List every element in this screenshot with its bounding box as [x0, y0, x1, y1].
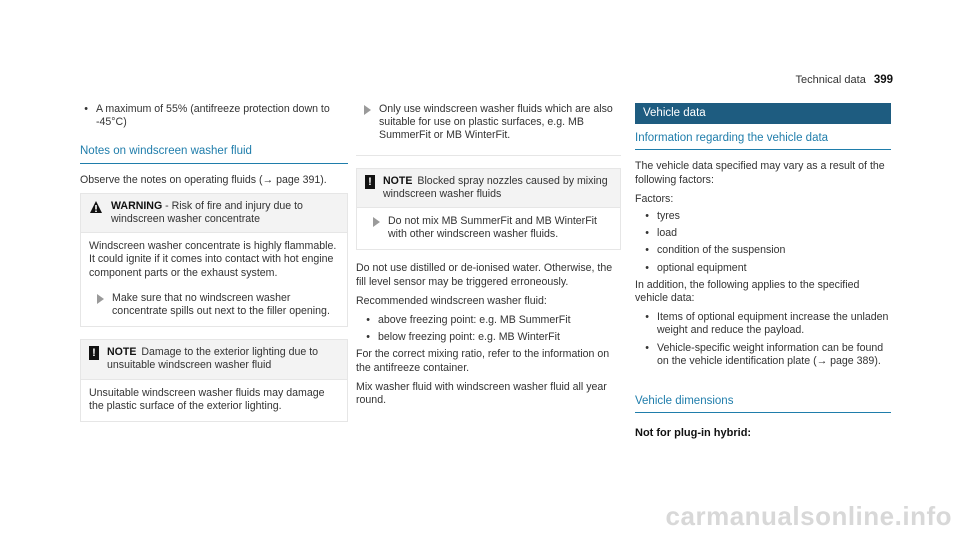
notice-icon: ! — [365, 175, 375, 189]
intro-paragraph: The vehicle data specified may vary as a result of the following factors: — [635, 160, 885, 186]
notice-block — [356, 168, 621, 251]
list-item-text: tyres — [657, 210, 680, 223]
warning-header — [81, 194, 347, 233]
action-text: Make sure that no windscreen washer concentrate spills out next to the filler opening. — [112, 291, 330, 318]
column-2 — [356, 103, 621, 413]
list-item-text: A maximum of 55% (antifreeze protection down to -45°C) — [96, 103, 330, 129]
warning-block — [80, 193, 348, 327]
notice-label: NOTE — [107, 346, 137, 359]
paragraph: For the correct mixing ratio, refer to the information on the antifreeze container. — [356, 348, 610, 374]
factors-label: Factors: — [635, 192, 674, 205]
warning-body — [81, 233, 347, 326]
list-item-text: load — [657, 227, 678, 240]
warning-triangle-icon — [89, 200, 103, 214]
list-item — [641, 210, 891, 223]
arrow-right-icon — [364, 105, 371, 115]
notice-body — [81, 380, 347, 421]
subtitle: Not for plug-in hybrid: — [635, 427, 752, 440]
page-number: 399 — [873, 74, 893, 86]
notice-header — [357, 169, 620, 208]
list-item — [362, 331, 621, 344]
list-item — [641, 227, 891, 240]
column-1 — [80, 103, 348, 434]
list-item-text: above freezing point: e.g. MB SummerFit — [378, 314, 571, 327]
paragraph: Do not use distilled or de-ionised water. Otherwise, the fill level sensor may be triggered erroneously. — [356, 262, 613, 288]
bullet-dot: • — [645, 311, 649, 324]
action-item — [89, 286, 339, 318]
bullet-dot: • — [84, 103, 88, 115]
watermark: carmanualsonline.info — [665, 500, 952, 531]
action-item — [365, 215, 612, 241]
header-section: Technical data — [795, 74, 866, 86]
bullet-dot: • — [366, 314, 370, 327]
bullet-dot: • — [645, 341, 649, 354]
notice-text: Unsuitable windscreen washer fluids may damage the plastic surface of the exterior lighting. — [89, 386, 325, 412]
notice-title: Blocked spray nozzles caused by mixing windscreen washer fluids — [383, 174, 608, 200]
notice-label: NOTE — [383, 174, 413, 187]
paragraph: Recommended windscreen washer fluid: — [356, 294, 547, 307]
intro-paragraph: Observe the notes on operating fluids (→ page 391). — [80, 173, 327, 186]
list-item-text: Vehicle-specific weight information can be found on the vehicle identification plate (→ page 389). — [657, 341, 884, 367]
list-item — [362, 314, 621, 327]
bullet-dot: • — [645, 210, 649, 223]
list-item — [641, 342, 891, 368]
warning-text: Windscreen washer concentrate is highly flammable. It could ignite if it comes into contact with hot engine component parts or the exhaust system. — [89, 240, 337, 279]
paragraph: In addition, the following applies to the specified vehicle data: — [635, 278, 860, 305]
vehicle-dimensions-section — [635, 395, 891, 440]
divider — [356, 155, 621, 156]
notice-body — [357, 208, 620, 249]
section-title: Information regarding the vehicle data — [635, 132, 891, 150]
column-3 — [635, 103, 891, 372]
bullet-dot: • — [645, 244, 649, 257]
paragraph: Mix washer fluid with windscreen washer fluid all year round. — [356, 380, 607, 407]
arrow-right-icon — [97, 294, 104, 304]
action-text: Only use windscreen washer fluids which are also suitable for use on plastic surfaces, e.g. MB SummerFit or MB WinterFit. — [379, 103, 613, 142]
chapter-bar: Vehicle data — [635, 103, 891, 124]
warning-title: - Risk of fire and injury due to windscreen washer concentrate — [111, 199, 303, 226]
page-header — [795, 74, 893, 87]
action-text: Do not mix MB SummerFit and MB WinterFit with other windscreen washer fluids. — [388, 215, 597, 241]
bullet-dot: • — [645, 227, 649, 240]
bullet-dot: • — [645, 261, 649, 274]
notice-title: Damage to the exterior lighting due to unsuitable windscreen washer fluid — [107, 346, 319, 372]
list-item-text: optional equipment — [657, 261, 747, 274]
notice-block — [80, 339, 348, 422]
list-item — [80, 103, 348, 129]
action-item — [356, 103, 621, 143]
list-item — [641, 311, 891, 337]
arrow-right-icon — [373, 217, 380, 227]
notice-header — [81, 340, 347, 379]
list-item — [641, 262, 891, 275]
list-item-text: below freezing point: e.g. MB WinterFit — [378, 331, 560, 344]
section-title: Notes on windscreen washer fluid — [80, 145, 348, 163]
list-item-text: condition of the suspension — [657, 244, 786, 257]
warning-label: WARNING — [111, 199, 163, 212]
bullet-dot: • — [366, 331, 370, 344]
list-item — [641, 244, 891, 257]
section-title: Vehicle dimensions — [635, 395, 891, 413]
list-item-text: Items of optional equipment increase the unladen weight and reduce the payload. — [657, 311, 889, 337]
notice-icon: ! — [89, 346, 99, 360]
